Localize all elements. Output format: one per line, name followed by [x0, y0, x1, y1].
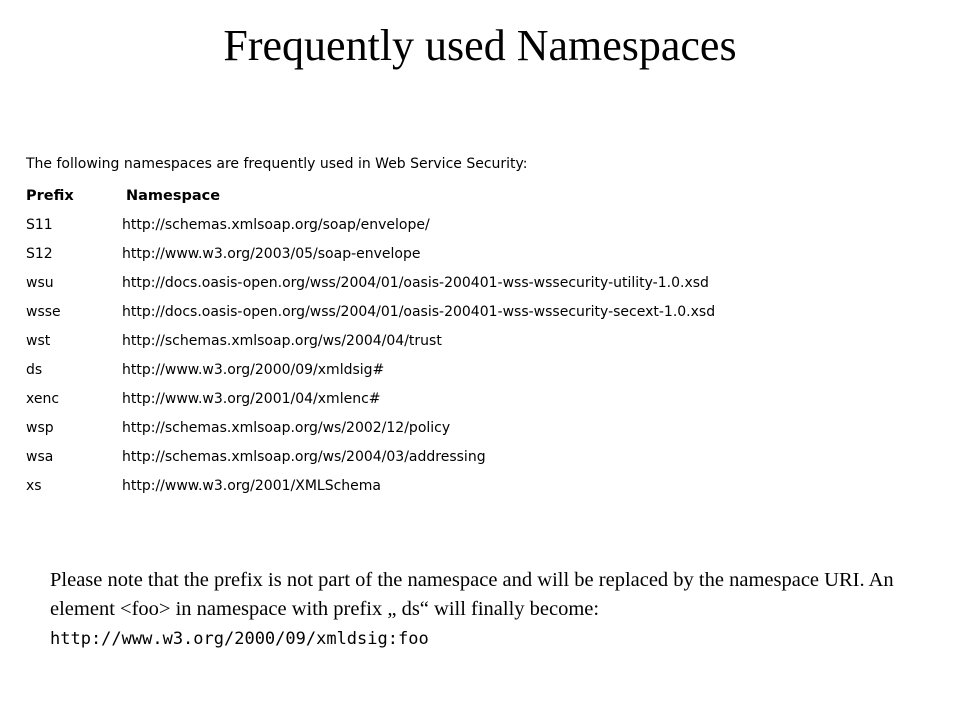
namespace-cell: http://schemas.xmlsoap.org/ws/2004/03/addressing — [122, 448, 486, 465]
namespace-cell: http://schemas.xmlsoap.org/ws/2004/04/trust — [122, 332, 442, 349]
prefix-column-header: Prefix — [26, 187, 74, 204]
namespace-column-header: Namespace — [126, 187, 221, 204]
table-row — [26, 210, 715, 239]
table-row — [26, 326, 715, 355]
table-row — [26, 268, 715, 297]
table-row — [26, 471, 715, 500]
namespace-cell: http://www.w3.org/2000/09/xmldsig# — [122, 361, 385, 378]
prefix-cell: xs — [26, 477, 42, 494]
intro-text: The following namespaces are frequently used in Web Service Security: — [26, 156, 528, 172]
namespace-cell: http://schemas.xmlsoap.org/ws/2002/12/policy — [122, 419, 451, 436]
note-paragraph — [50, 566, 930, 654]
prefix-cell: xenc — [26, 390, 60, 407]
note-example-uri: http://www.w3.org/2000/09/xmldsig:foo — [50, 629, 429, 649]
namespace-cell: http://schemas.xmlsoap.org/soap/envelope/ — [122, 216, 430, 233]
namespace-table — [26, 181, 715, 500]
table-row — [26, 239, 715, 268]
namespace-cell: http://docs.oasis-open.org/wss/2004/01/oasis-200401-wss-wssecurity-utility-1.0.xsd — [122, 274, 709, 291]
namespace-cell: http://www.w3.org/2001/XMLSchema — [122, 477, 381, 494]
prefix-cell: wsp — [26, 419, 54, 436]
namespace-cell: http://www.w3.org/2001/04/xmlenc# — [122, 390, 381, 407]
prefix-cell: wsa — [26, 448, 54, 465]
table-row — [26, 297, 715, 326]
slide-title: Frequently used Namespaces — [223, 21, 737, 70]
prefix-cell: wsse — [26, 303, 61, 320]
prefix-cell: ds — [26, 361, 43, 378]
prefix-cell: wsu — [26, 274, 54, 291]
note-text: Please note that the prefix is not part of the namespace and will be replaced by the namespace URI. An element <foo> in namespace with prefix „ ds“ will finally become: — [50, 569, 894, 620]
namespace-cell: http://docs.oasis-open.org/wss/2004/01/oasis-200401-wss-wssecurity-secext-1.0.xsd — [122, 303, 716, 320]
prefix-cell: wst — [26, 332, 51, 349]
table-row — [26, 413, 715, 442]
table-row — [26, 442, 715, 471]
table-row — [26, 355, 715, 384]
prefix-cell: S12 — [26, 245, 53, 262]
namespace-cell: http://www.w3.org/2003/05/soap-envelope — [122, 245, 421, 262]
table-header-row — [26, 181, 715, 210]
table-row — [26, 384, 715, 413]
prefix-cell: S11 — [26, 216, 53, 233]
